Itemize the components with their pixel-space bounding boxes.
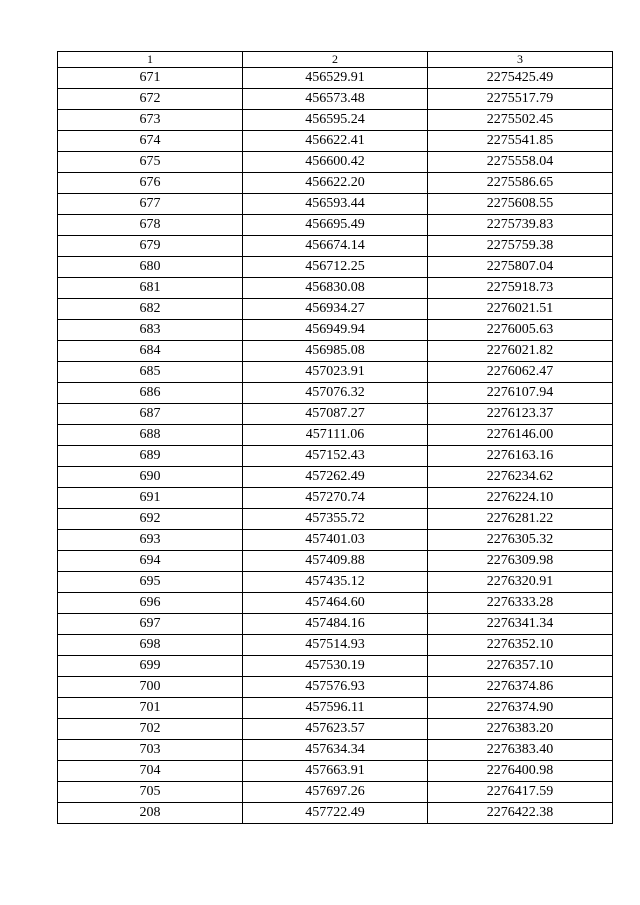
table-cell-col-3: 2276123.37 bbox=[428, 404, 613, 425]
table-row bbox=[58, 488, 613, 509]
table-cell-col-2: 457355.72 bbox=[243, 509, 428, 530]
table-cell-col-2: 456600.42 bbox=[243, 152, 428, 173]
table-cell-col-3: 2275608.55 bbox=[428, 194, 613, 215]
table-cell-col-3: 2276107.94 bbox=[428, 383, 613, 404]
coordinates-table bbox=[57, 51, 613, 824]
table-cell-col-2: 456595.24 bbox=[243, 110, 428, 131]
coordinates-table-container bbox=[57, 51, 612, 824]
table-cell-col-1: 696 bbox=[58, 593, 243, 614]
table-cell-col-1: 687 bbox=[58, 404, 243, 425]
table-cell-col-1: 685 bbox=[58, 362, 243, 383]
table-cell-col-1: 208 bbox=[58, 803, 243, 824]
table-cell-col-2: 457697.26 bbox=[243, 782, 428, 803]
table-cell-col-1: 700 bbox=[58, 677, 243, 698]
table-cell-col-3: 2276320.91 bbox=[428, 572, 613, 593]
table-row bbox=[58, 593, 613, 614]
header-row bbox=[58, 52, 613, 68]
table-cell-col-2: 457262.49 bbox=[243, 467, 428, 488]
table-row bbox=[58, 236, 613, 257]
table-cell-col-2: 456573.48 bbox=[243, 89, 428, 110]
table-cell-col-2: 456949.94 bbox=[243, 320, 428, 341]
table-cell-col-1: 704 bbox=[58, 761, 243, 782]
table-cell-col-2: 457623.57 bbox=[243, 719, 428, 740]
table-cell-col-2: 457087.27 bbox=[243, 404, 428, 425]
table-cell-col-3: 2275759.38 bbox=[428, 236, 613, 257]
table-cell-col-3: 2276146.00 bbox=[428, 425, 613, 446]
table-cell-col-1: 676 bbox=[58, 173, 243, 194]
table-cell-col-1: 675 bbox=[58, 152, 243, 173]
table-cell-col-2: 456985.08 bbox=[243, 341, 428, 362]
table-cell-col-3: 2276374.86 bbox=[428, 677, 613, 698]
table-row bbox=[58, 446, 613, 467]
table-cell-col-3: 2276383.20 bbox=[428, 719, 613, 740]
table-row bbox=[58, 194, 613, 215]
table-row bbox=[58, 278, 613, 299]
table-row bbox=[58, 173, 613, 194]
table-row bbox=[58, 362, 613, 383]
table-cell-col-1: 680 bbox=[58, 257, 243, 278]
table-cell-col-1: 690 bbox=[58, 467, 243, 488]
table-row bbox=[58, 782, 613, 803]
table-cell-col-3: 2275586.65 bbox=[428, 173, 613, 194]
table-cell-col-1: 673 bbox=[58, 110, 243, 131]
table-row bbox=[58, 761, 613, 782]
header-cell-2: 2 bbox=[243, 52, 428, 68]
table-cell-col-2: 456593.44 bbox=[243, 194, 428, 215]
table-cell-col-1: 674 bbox=[58, 131, 243, 152]
table-cell-col-2: 456712.25 bbox=[243, 257, 428, 278]
table-cell-col-3: 2276305.32 bbox=[428, 530, 613, 551]
table-row bbox=[58, 383, 613, 404]
table-cell-col-3: 2276224.10 bbox=[428, 488, 613, 509]
table-row bbox=[58, 110, 613, 131]
table-row bbox=[58, 152, 613, 173]
table-cell-col-2: 457270.74 bbox=[243, 488, 428, 509]
table-cell-col-1: 693 bbox=[58, 530, 243, 551]
table-cell-col-1: 692 bbox=[58, 509, 243, 530]
table-cell-col-2: 457722.49 bbox=[243, 803, 428, 824]
table-cell-col-3: 2275502.45 bbox=[428, 110, 613, 131]
table-cell-col-3: 2276005.63 bbox=[428, 320, 613, 341]
table-cell-col-2: 457634.34 bbox=[243, 740, 428, 761]
table-cell-col-3: 2275425.49 bbox=[428, 68, 613, 89]
table-cell-col-2: 457435.12 bbox=[243, 572, 428, 593]
table-cell-col-3: 2276357.10 bbox=[428, 656, 613, 677]
table-cell-col-2: 456934.27 bbox=[243, 299, 428, 320]
table-row bbox=[58, 215, 613, 236]
table-cell-col-2: 457409.88 bbox=[243, 551, 428, 572]
table-row bbox=[58, 551, 613, 572]
table-cell-col-1: 678 bbox=[58, 215, 243, 236]
table-cell-col-3: 2276400.98 bbox=[428, 761, 613, 782]
table-cell-col-3: 2276341.34 bbox=[428, 614, 613, 635]
table-row bbox=[58, 719, 613, 740]
table-cell-col-2: 457401.03 bbox=[243, 530, 428, 551]
table-cell-col-1: 688 bbox=[58, 425, 243, 446]
table-cell-col-1: 679 bbox=[58, 236, 243, 257]
table-cell-col-2: 456622.41 bbox=[243, 131, 428, 152]
table-cell-col-3: 2275739.83 bbox=[428, 215, 613, 236]
table-cell-col-1: 681 bbox=[58, 278, 243, 299]
table-cell-col-3: 2275807.04 bbox=[428, 257, 613, 278]
table-cell-col-3: 2276417.59 bbox=[428, 782, 613, 803]
table-cell-col-1: 705 bbox=[58, 782, 243, 803]
table-cell-col-3: 2276021.82 bbox=[428, 341, 613, 362]
table-cell-col-2: 456622.20 bbox=[243, 173, 428, 194]
table-cell-col-2: 456695.49 bbox=[243, 215, 428, 236]
table-cell-col-3: 2276374.90 bbox=[428, 698, 613, 719]
table-cell-col-3: 2276021.51 bbox=[428, 299, 613, 320]
table-cell-col-3: 2276383.40 bbox=[428, 740, 613, 761]
table-cell-col-2: 457576.93 bbox=[243, 677, 428, 698]
table-row bbox=[58, 677, 613, 698]
table-cell-col-2: 457023.91 bbox=[243, 362, 428, 383]
table-cell-col-1: 677 bbox=[58, 194, 243, 215]
table-cell-col-3: 2276163.16 bbox=[428, 446, 613, 467]
table-row bbox=[58, 656, 613, 677]
table-row bbox=[58, 467, 613, 488]
header-cell-3: 3 bbox=[428, 52, 613, 68]
table-row bbox=[58, 635, 613, 656]
table-cell-col-1: 691 bbox=[58, 488, 243, 509]
table-cell-col-1: 702 bbox=[58, 719, 243, 740]
table-row bbox=[58, 341, 613, 362]
table-cell-col-2: 456830.08 bbox=[243, 278, 428, 299]
table-cell-col-1: 683 bbox=[58, 320, 243, 341]
table-row bbox=[58, 803, 613, 824]
table-row bbox=[58, 425, 613, 446]
table-cell-col-1: 694 bbox=[58, 551, 243, 572]
table-row bbox=[58, 509, 613, 530]
table-row bbox=[58, 131, 613, 152]
table-cell-col-2: 457152.43 bbox=[243, 446, 428, 467]
table-cell-col-1: 701 bbox=[58, 698, 243, 719]
table-cell-col-1: 684 bbox=[58, 341, 243, 362]
table-cell-col-1: 698 bbox=[58, 635, 243, 656]
table-row bbox=[58, 257, 613, 278]
table-row bbox=[58, 698, 613, 719]
table-cell-col-1: 689 bbox=[58, 446, 243, 467]
table-cell-col-3: 2276309.98 bbox=[428, 551, 613, 572]
table-cell-col-3: 2276062.47 bbox=[428, 362, 613, 383]
table-cell-col-1: 695 bbox=[58, 572, 243, 593]
table-row bbox=[58, 572, 613, 593]
table-cell-col-2: 456529.91 bbox=[243, 68, 428, 89]
table-row bbox=[58, 740, 613, 761]
table-cell-col-3: 2275517.79 bbox=[428, 89, 613, 110]
table-cell-col-1: 672 bbox=[58, 89, 243, 110]
table-cell-col-3: 2276352.10 bbox=[428, 635, 613, 656]
table-cell-col-3: 2276333.28 bbox=[428, 593, 613, 614]
table-cell-col-1: 697 bbox=[58, 614, 243, 635]
table-cell-col-3: 2275541.85 bbox=[428, 131, 613, 152]
table-row bbox=[58, 320, 613, 341]
table-row bbox=[58, 530, 613, 551]
table-cell-col-2: 457464.60 bbox=[243, 593, 428, 614]
table-cell-col-3: 2276281.22 bbox=[428, 509, 613, 530]
header-cell-1: 1 bbox=[58, 52, 243, 68]
table-cell-col-2: 457663.91 bbox=[243, 761, 428, 782]
table-header bbox=[58, 52, 613, 68]
table-cell-col-1: 686 bbox=[58, 383, 243, 404]
table-row bbox=[58, 68, 613, 89]
table-cell-col-2: 456674.14 bbox=[243, 236, 428, 257]
table-body bbox=[58, 68, 613, 824]
table-cell-col-2: 457111.06 bbox=[243, 425, 428, 446]
table-cell-col-3: 2276422.38 bbox=[428, 803, 613, 824]
table-cell-col-3: 2276234.62 bbox=[428, 467, 613, 488]
table-cell-col-3: 2275918.73 bbox=[428, 278, 613, 299]
table-row bbox=[58, 89, 613, 110]
table-cell-col-2: 457514.93 bbox=[243, 635, 428, 656]
table-cell-col-1: 682 bbox=[58, 299, 243, 320]
table-cell-col-2: 457484.16 bbox=[243, 614, 428, 635]
table-cell-col-2: 457076.32 bbox=[243, 383, 428, 404]
table-cell-col-1: 671 bbox=[58, 68, 243, 89]
table-row bbox=[58, 614, 613, 635]
table-cell-col-3: 2275558.04 bbox=[428, 152, 613, 173]
table-row bbox=[58, 404, 613, 425]
table-cell-col-2: 457596.11 bbox=[243, 698, 428, 719]
table-row bbox=[58, 299, 613, 320]
table-cell-col-1: 703 bbox=[58, 740, 243, 761]
table-cell-col-2: 457530.19 bbox=[243, 656, 428, 677]
table-cell-col-1: 699 bbox=[58, 656, 243, 677]
